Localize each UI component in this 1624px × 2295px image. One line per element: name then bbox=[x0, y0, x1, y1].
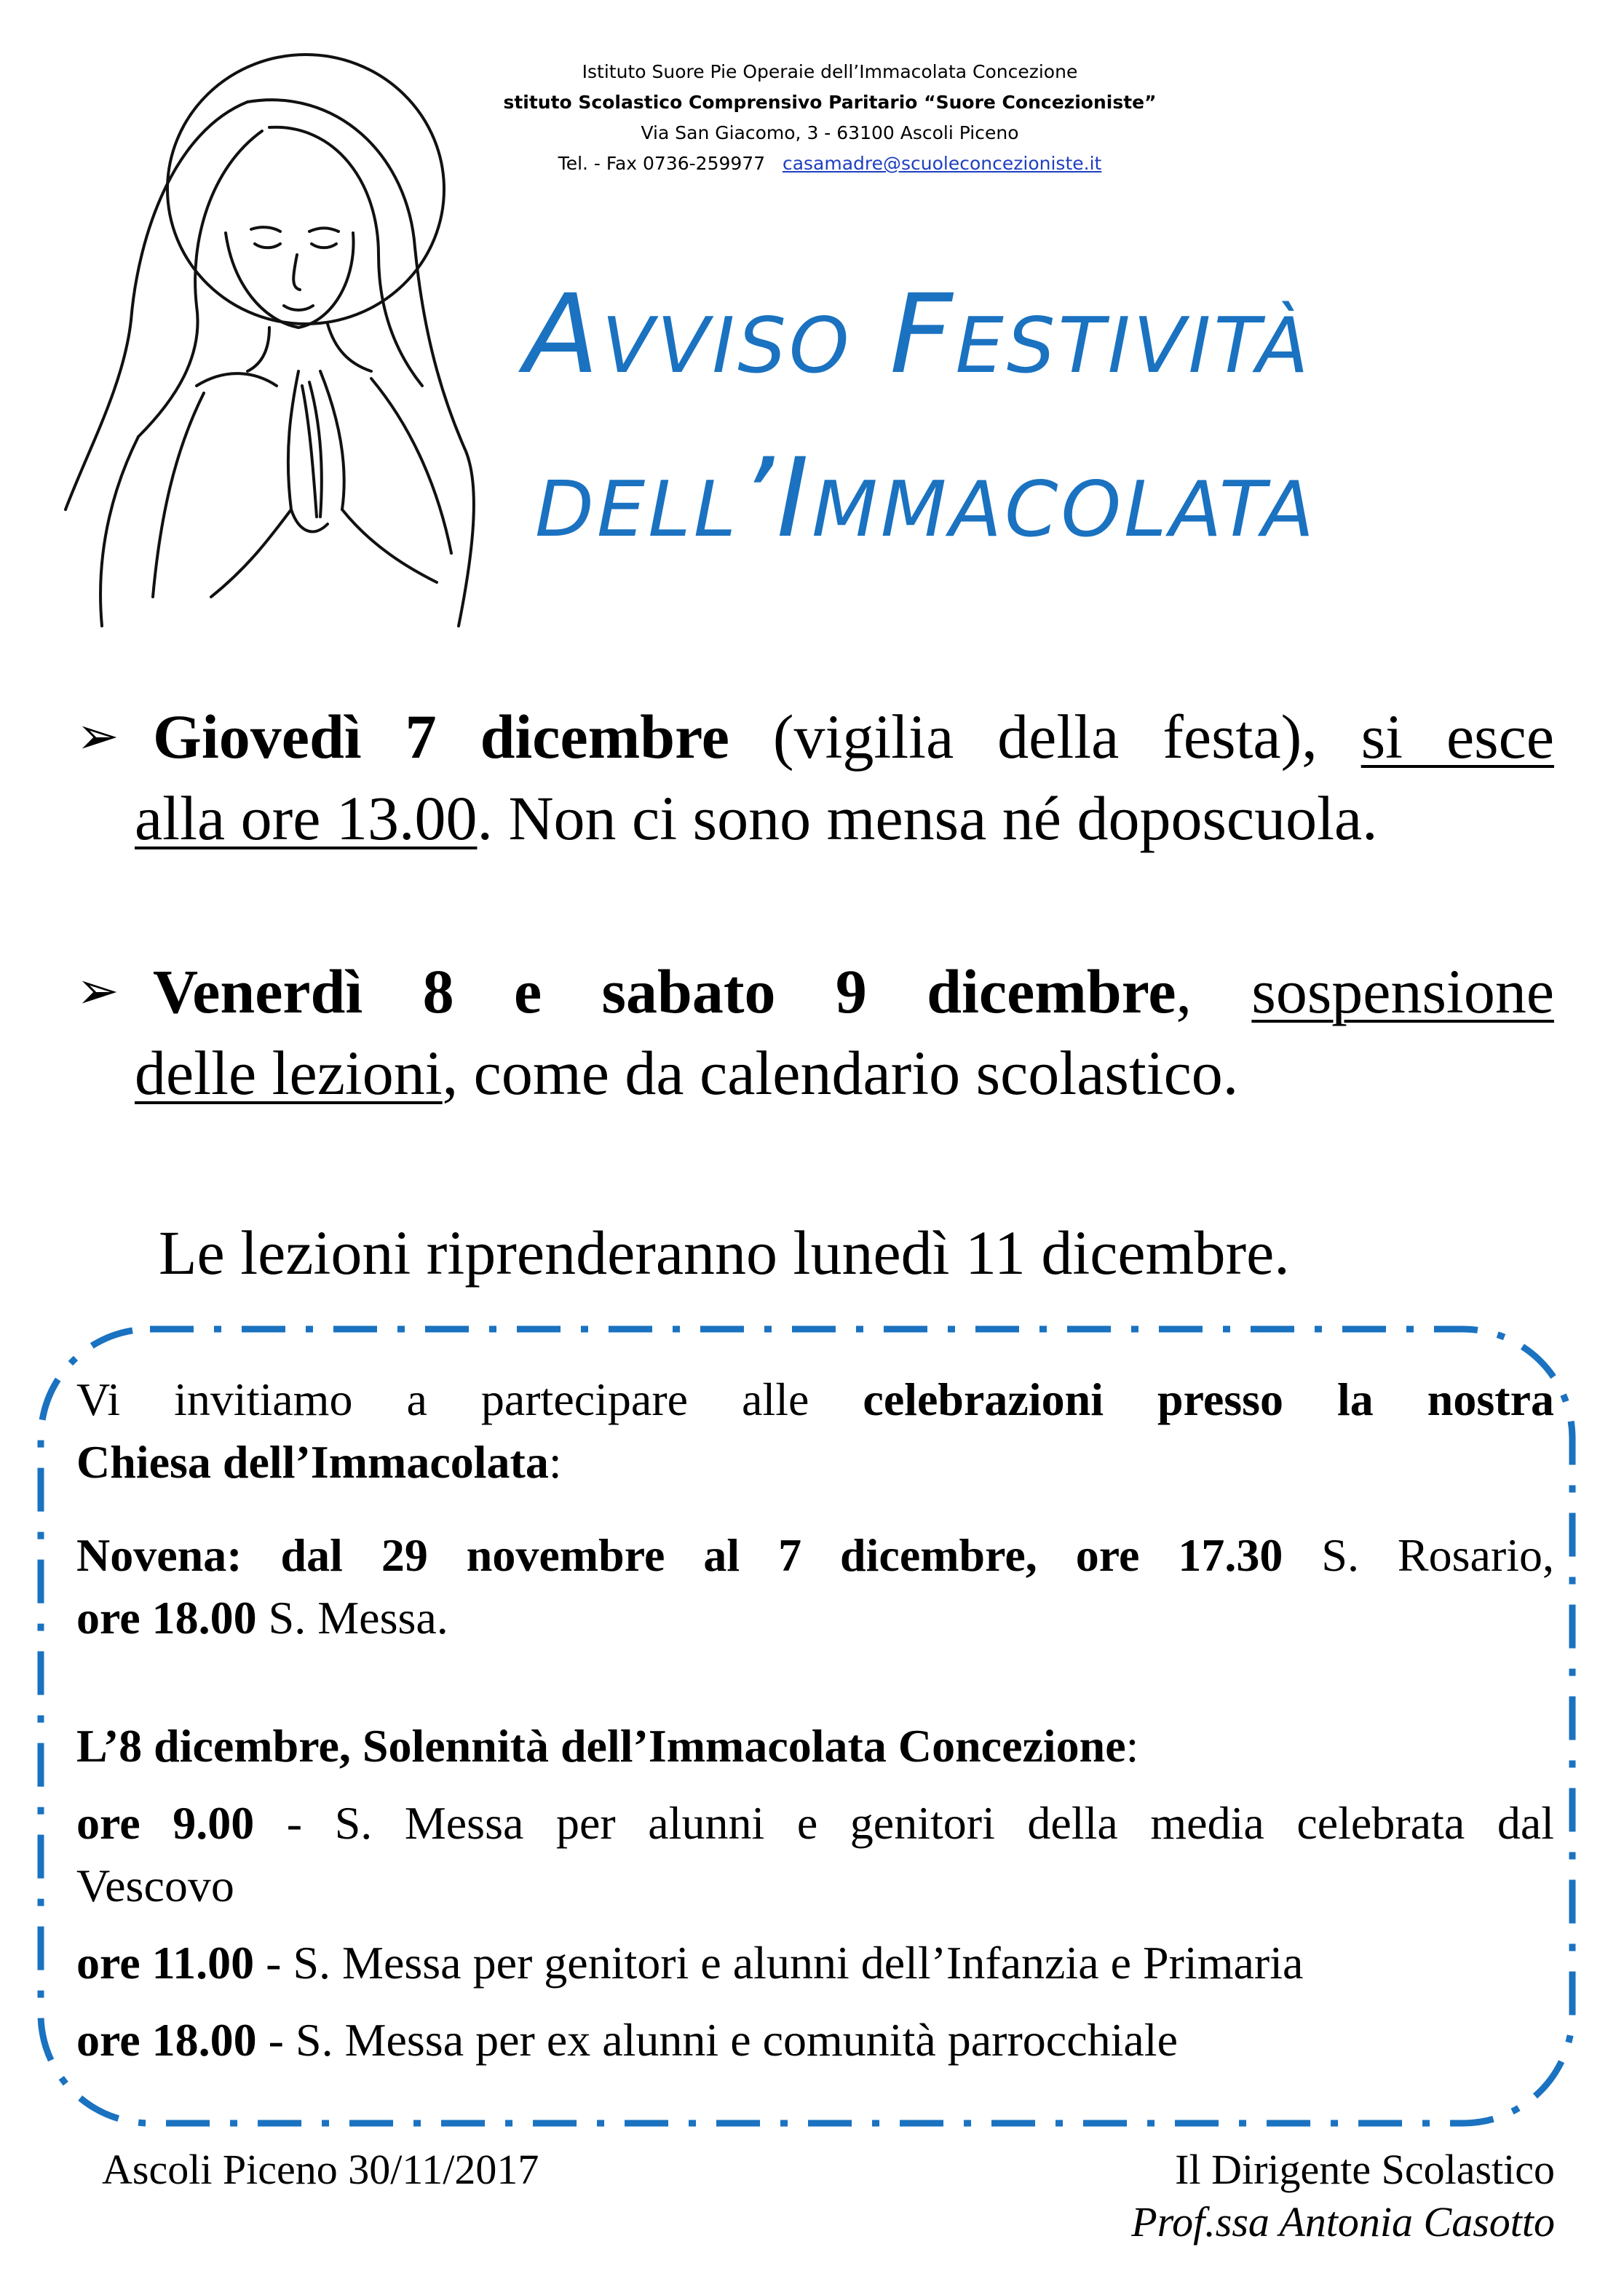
arrowhead-bullet-icon: ➢ bbox=[76, 961, 119, 1020]
signer-name: Prof.ssa Antonia Casotto bbox=[1131, 2198, 1555, 2246]
bullet-2-underline-1: sospensione bbox=[1251, 956, 1554, 1026]
novena-line-2 bbox=[76, 1587, 1554, 1649]
solemnity-bold: 8 dicembre, Solennità dell’Immacolata Concezione bbox=[119, 1720, 1126, 1772]
novena-bold-2: ore 18.00 bbox=[76, 1592, 257, 1644]
solemnity-colon: : bbox=[1125, 1720, 1139, 1772]
bullet-1-underline-1: si esce bbox=[1360, 702, 1554, 772]
novena-text-2: S. Messa. bbox=[256, 1592, 448, 1644]
bullet-2-underline-2: delle lezioni bbox=[135, 1038, 443, 1108]
header-line-1: Istituto Suore Pie Operaie dell’Immacolata Concezione bbox=[582, 61, 1078, 82]
place-date: Ascoli Piceno 30/11/2017 bbox=[102, 2146, 539, 2193]
arrowhead-bullet-icon: ➢ bbox=[76, 706, 119, 766]
header-line-2: stituto Scolastico Comprensivo Paritario “Suore Concezioniste” bbox=[503, 92, 1157, 113]
notice-bullet-2 bbox=[76, 950, 1554, 1114]
celebrations-text bbox=[76, 1368, 1554, 2072]
mass-1-time: ore 9.00 bbox=[76, 1797, 255, 1849]
signature-block bbox=[1131, 2144, 1555, 2248]
title-line-2: dell’Immacolata bbox=[535, 435, 1318, 562]
bullet-2-line-1 bbox=[76, 950, 1554, 1032]
notice-bullet-1 bbox=[76, 695, 1554, 859]
solemnity-line bbox=[76, 1715, 1554, 1777]
invite-line-2 bbox=[76, 1431, 1554, 1494]
bullet-1-rest: . Non ci sono mensa né doposcuola. bbox=[477, 783, 1378, 853]
bullet-2-line-2 bbox=[76, 1032, 1554, 1114]
bullet-2-text: , bbox=[1176, 956, 1252, 1026]
mass-3-time: ore 18.00 bbox=[76, 2014, 257, 2066]
invite-bold-2: Chiesa dell’Immacolata bbox=[76, 1436, 549, 1488]
mass-1-line-1 bbox=[76, 1792, 1554, 1855]
mass-2-line bbox=[76, 1932, 1554, 1994]
invite-plain: Vi invitiamo a partecipare alle bbox=[76, 1374, 863, 1425]
praying-madonna-illustration bbox=[29, 44, 495, 655]
header-contact bbox=[466, 148, 1194, 179]
bullet-1-line-1 bbox=[76, 695, 1554, 777]
bullet-2-bold: Venerdì 8 e sabato 9 dicembre bbox=[153, 956, 1176, 1026]
invite-line-1 bbox=[76, 1368, 1554, 1431]
novena-line-1 bbox=[76, 1524, 1554, 1587]
signer-role: Il Dirigente Scolastico bbox=[1175, 2146, 1555, 2193]
bullet-1-underline-2: alla ore 13.00 bbox=[135, 783, 478, 853]
mass-2-text: - S. Messa per genitori e alunni dell’Infanzia e Primaria bbox=[254, 1937, 1304, 1989]
mass-1-text: - S. Messa per alunni e genitori della media celebrata dal bbox=[254, 1797, 1555, 1849]
lessons-resume-text: Le lezioni riprenderanno lunedì 11 dicembre. bbox=[159, 1218, 1290, 1288]
bullet-1-bold: Giovedì 7 dicembre bbox=[153, 702, 729, 772]
mass-3-line bbox=[76, 2009, 1554, 2072]
header-phone: Tel. - Fax 0736-259977 bbox=[558, 153, 766, 174]
invite-colon: : bbox=[548, 1436, 562, 1488]
bullet-1-text: (vigilia della festa), bbox=[729, 702, 1361, 772]
bullet-2-rest: , come da calendario scolastico. bbox=[442, 1038, 1239, 1108]
bullet-1-line-2 bbox=[76, 777, 1554, 859]
header-email-link[interactable]: casamadre@scuoleconcezioniste.it bbox=[782, 153, 1102, 174]
mass-3-text: - S. Messa per ex alunni e comunità parrocchiale bbox=[256, 2014, 1178, 2066]
mass-1-line-2: Vescovo bbox=[76, 1860, 234, 1911]
novena-text-1: S. Rosario, bbox=[1283, 1529, 1555, 1581]
solemnity-l: L’ bbox=[76, 1720, 119, 1772]
institute-header bbox=[466, 57, 1194, 179]
title-line-1: Avviso Festività bbox=[524, 271, 1312, 398]
invite-bold-1: celebrazioni presso la nostra bbox=[863, 1374, 1555, 1425]
header-address: Via San Giacomo, 3 - 63100 Ascoli Piceno bbox=[641, 122, 1019, 143]
novena-bold: Novena: dal 29 novembre al 7 dicembre, ore 17.30 bbox=[76, 1529, 1283, 1581]
mass-2-time: ore 11.00 bbox=[76, 1937, 255, 1989]
